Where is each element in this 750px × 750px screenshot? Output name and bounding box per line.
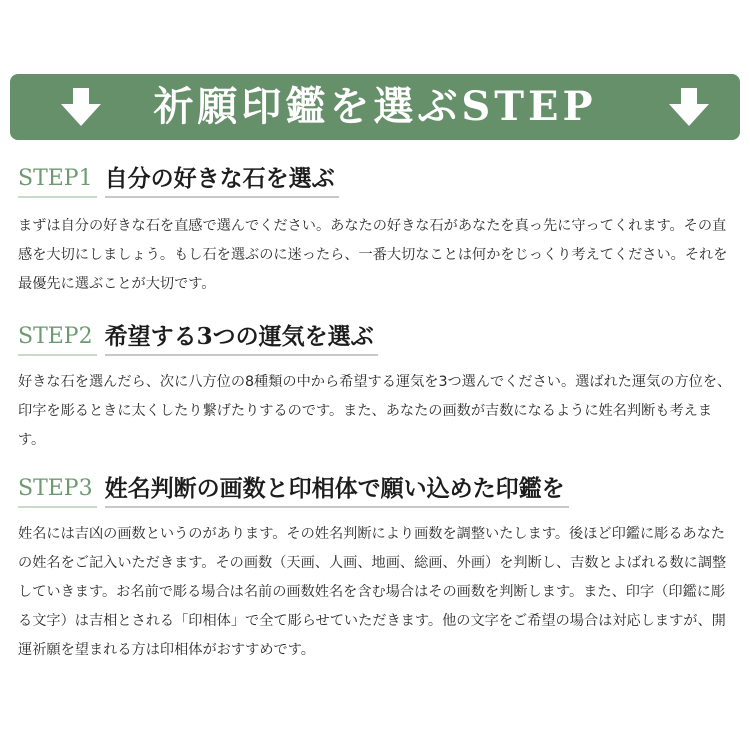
header-banner — [10, 74, 740, 140]
step-1-body: まずは自分の好きな石を直感で選んでください。あなたの好きな石があなたを真っ先に守ってくれます。その直感を大切にしましょう。もし石を選ぶのに迷ったら、一番大切なことは何かをじっくり考えてください。それを最優先に選ぶことが大切です。 — [18, 218, 728, 292]
step-3-label: STEP3 — [18, 478, 97, 508]
step-1-heading — [18, 158, 339, 198]
step-2-label: STEP2 — [18, 326, 97, 356]
banner-title: 祈願印鑑を選ぶSTEP — [153, 83, 597, 130]
step-2-body: 好きな石を選んだら、次に八方位の8種類の中から希望する運気を3つ選んでください。選ばれた運気の方位を、印字を彫るときに太くしたり繋げたりするのです。また、あなたの画数が吉数になるように姓名判断も考えます。 — [18, 374, 732, 448]
step-3-heading — [18, 468, 569, 508]
step-2-heading — [18, 316, 378, 356]
down-arrow-icon — [669, 88, 709, 126]
step-2-title: 希望する3つの運気を選ぶ — [105, 325, 378, 356]
step-3-title: 姓名判断の画数と印相体で願い込めた印鑑を — [105, 477, 569, 508]
down-arrow-icon — [61, 88, 101, 126]
step-3-body: 姓名には吉凶の画数というのがあります。その姓名判断により画数を調整いたします。後ほど印鑑に彫るあなたの姓名をご記入いただきます。その画数（天画、人画、地画、総画、外画）を判断し、吉数とよばれる数に調整していきます。お名前で彫る場合は名前の画数姓名を含む場合はその画数を判断します。また、印字（印鑑に彫る文字）は吉相とされる「印相体」で全て彫らせていただきます。他の文字をご希望の場合は対応しますが、開運祈願を望まれる方は印相体がおすすめです。 — [18, 526, 727, 658]
step-1-label: STEP1 — [18, 168, 97, 198]
step-1-title: 自分の好きな石を選ぶ — [105, 167, 339, 198]
